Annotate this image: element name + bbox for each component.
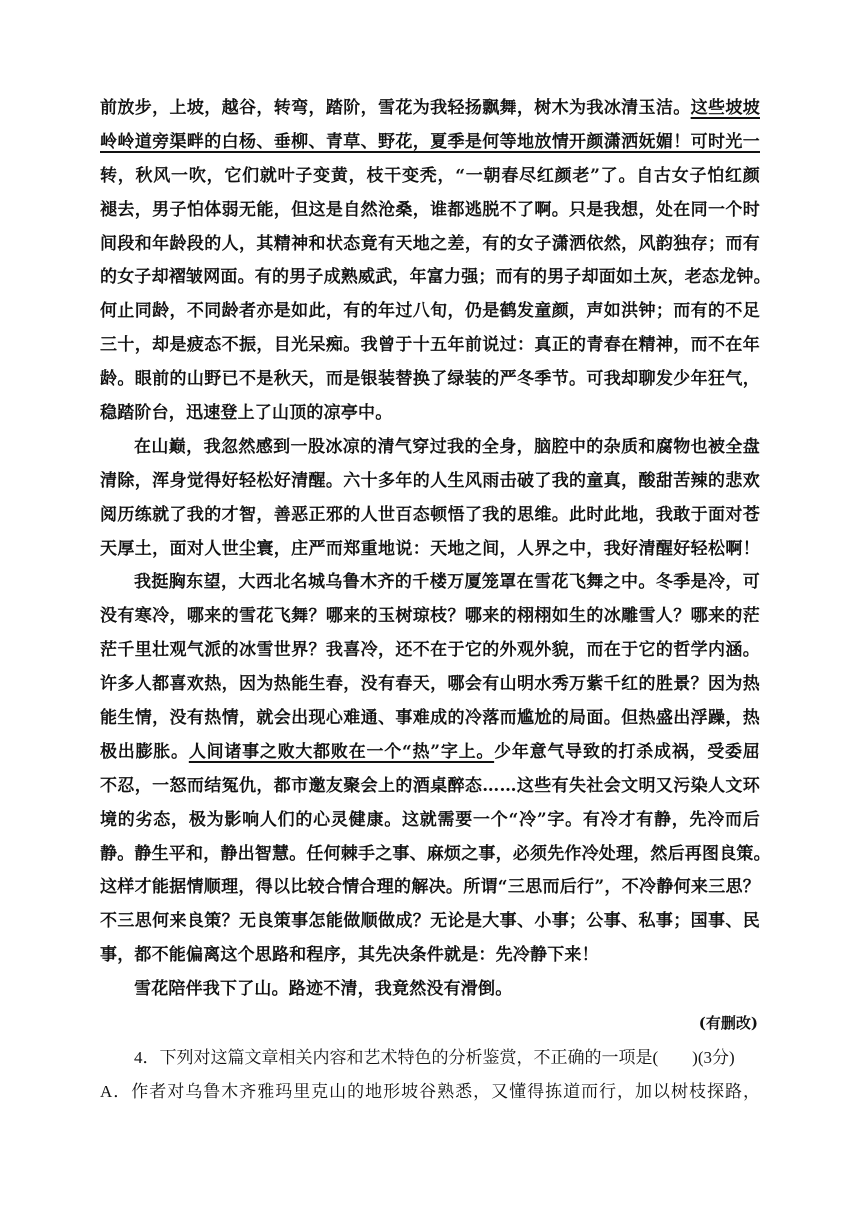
article-line [100,431,760,465]
line-text: 不忍，一怒而结冤仇，都市邀友聚会上的酒桌醉态……这些有失社会文明又污染人文环 [100,775,760,796]
line-text: 极出膨胀。 [100,741,189,762]
line-text: 这样才能据情顺理，得以比较合情合理的解决。所谓“三思而后行”，不冷静何来三思？ [100,877,760,898]
article-line [100,905,760,939]
article-line [100,228,760,262]
article-line [100,160,760,194]
line-text: 三十，却是疲态不振，目光呆痴。我曾于十五年前说过：真正的青春在精神，而不在年 [100,335,760,356]
line-text: 清除，浑身觉得好轻松好清醒。六十多年的人生风雨击破了我的童真，酸甜苦辣的悲欢 [100,470,760,491]
line-text: 事，都不能偏离这个思路和程序，其先决条件就是：先冷静下来！ [100,945,599,966]
article-line [100,533,760,567]
line-text: 稳踏阶台，迅速登上了山顶的凉亭中。 [100,403,393,424]
article-line [100,261,771,295]
line-text: 境的劣态，极为影响人们的心灵健康。这就需要一个“冷”字。有冷才有静，先冷而后 [100,809,760,830]
line-text: 天厚土，面对人世尘寰，庄严而郑重地说：天地之间，人界之中，我好清醒好轻松啊！ [100,538,760,559]
underlined-text: 岭岭道旁渠畔的白杨、垂柳、青草、野花，夏季是何等地放情开颜潇洒妩媚！可时光一 [100,131,760,152]
line-text: 静。静生平和，静出智慧。任何棘手之事、麻烦之事，必须先作冷处理，然后再图良策。 [100,843,771,864]
article-line [100,668,760,702]
line-text: 雪花陪伴我下了山。路迹不清，我竟然没有滑倒。 [134,979,513,1000]
article-line [100,499,760,533]
line-text: 前放步，上坡，越谷，转弯，踏阶，雪花为我轻扬飘舞，树木为我冰清玉洁。 [100,98,691,118]
line-text: 不三思何来良策？无良策事怎能做顺做成？无论是大事、小事；公事、私事；国事、民 [100,911,760,932]
article-line [100,126,760,160]
article-line [100,838,771,872]
article-line [100,397,760,431]
line-text: 何止同龄，不同龄者亦是如此，有的年过八旬，仍是鹤发童颜，声如洪钟；而有的不足 [100,301,760,322]
article-line [100,295,760,329]
line-text: 褪去，男子怕体弱无能，但这是自然沧桑，谁都逃脱不了啊。只是我想，处在同一个时 [100,199,760,220]
document-page [100,92,771,1109]
line-text: 自古女子怕红颜 [636,165,760,186]
article-line [100,939,760,973]
line-text: 转，秋风一吹，它们就叶子变黄，枝干变秃，“一朝春尽红颜老”了。 [100,165,637,186]
source-note: (有删改) [698,1014,758,1033]
line-text: 在山巅，我忽然感到一股冰凉的清气穿过我的全身，脑腔中的杂质和腐物也被全盘 [134,436,760,457]
article-line [100,566,760,600]
article-line [100,92,760,126]
line-text: 我挺胸东望，大西北名城乌鲁木齐的千楼万厦笼罩在雪花飞舞之中。冬季是冷，可 [134,572,760,593]
article-line [100,634,760,668]
line-text: 茫千里壮观气派的冰雪世界？我喜冷，还不在于它的外观外貌，而在于它的哲学内涵。 [100,640,760,661]
article-line [100,973,760,1007]
line-text: 间段和年龄段的人，其精神和状态竟有天地之差，有的女子潇洒依然，风韵独存；而有 [100,233,760,254]
line-text: 龄。眼前的山野已不是秋天，而是银装替换了绿装的严冬季节。可我却聊发少年狂气， [100,369,760,390]
article-line [100,600,760,634]
article-line [100,736,760,770]
article-line [100,702,760,736]
option-a: A．作者对乌鲁木齐雅玛里克山的地形坡谷熟悉，又懂得拣道而行，加以树枝探路， [100,1081,760,1101]
line-text: 少年意气导致的打杀成祸，受委屈 [494,741,761,762]
article-line [100,804,760,838]
line-text: 的女子却褶皱网面。有的男子成熟威武，年富力强；而有的男子却面如土灰，老态龙钟。 [100,267,771,288]
line-text: 阅历练就了我的才智，善恶正邪的人世百态顿悟了我的思维。此时此地，我敢于面对苍 [100,504,760,525]
line-text: 能生情，没有热情，就会出现心难通、事难成的冷落而尴尬的局面。但热盛出浮躁，热 [100,708,760,729]
question-stem: 4．下列对这篇文章相关内容和艺术特色的分析鉴赏，不正确的一项是( )(3分) [134,1047,735,1067]
article-line [100,363,760,397]
article-line [100,871,760,905]
article-line [100,465,760,499]
line-text: 许多人都喜欢热，因为热能生春，没有春天，哪会有山明水秀万紫千红的胜景？因为热 [100,674,760,695]
article-line [100,329,760,363]
line-text: 没有寒冷，哪来的雪花飞舞？哪来的玉树琼枝？哪来的栩栩如生的冰雕雪人？哪来的茫 [100,606,760,627]
underlined-text: 人间诸事之败大都败在一个“热”字上。 [188,741,495,762]
article-line [100,194,760,228]
article-line [100,770,760,804]
underlined-text: 这些坡坡 [690,98,760,118]
